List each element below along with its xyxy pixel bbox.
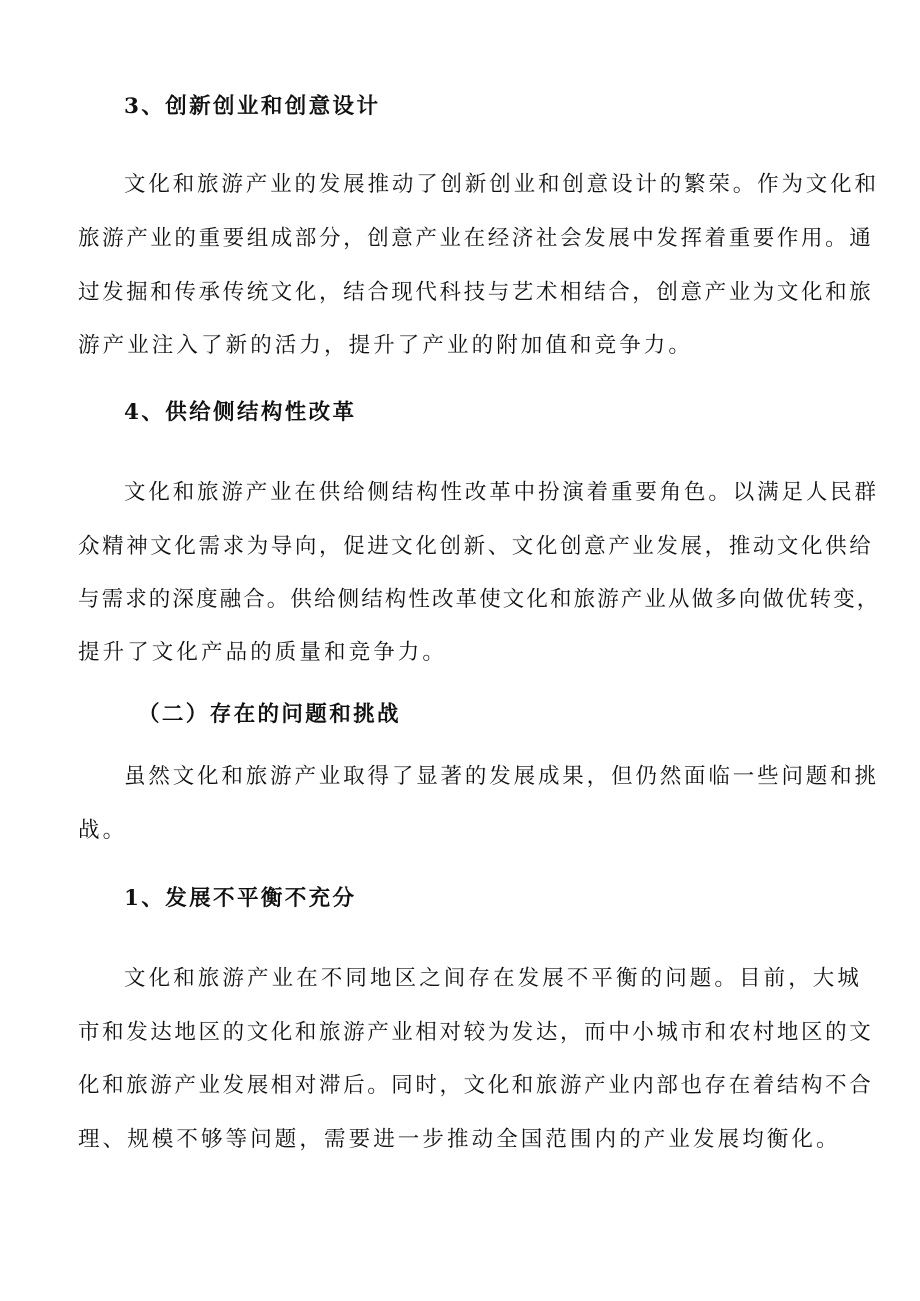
paragraph-line: 游产业注入了新的活力，提升了产业的附加值和竞争力。 <box>78 333 694 358</box>
paragraph-line: 文化和旅游产业的发展推动了创新创业和创意设计的繁荣。作为文化和 <box>124 172 879 197</box>
section-heading-imbalance: 1、发展不平衡不充分 <box>124 886 357 911</box>
paragraph-line: 文化和旅游产业在不同地区之间存在发展不平衡的问题。目前，大城 <box>124 966 863 991</box>
paragraph-line: 过发掘和传承传统文化，结合现代科技与艺术相结合，创意产业为文化和旅 <box>78 280 874 305</box>
paragraph-line: 文化和旅游产业在供给侧结构性改革中扮演着重要角色。以满足人民群 <box>124 480 879 505</box>
paragraph-line: 与需求的深度融合。供给侧结构性改革使文化和旅游产业从做多向做优转变， <box>78 587 881 612</box>
paragraph-line: 虽然文化和旅游产业取得了显著的发展成果，但仍然面临一些问题和挑 <box>124 764 879 789</box>
paragraph-line: 理、规模不够等问题，需要进一步推动全国范围内的产业发展均衡化。 <box>78 1127 841 1152</box>
paragraph-line: 提升了文化产品的质量和竞争力。 <box>78 640 448 665</box>
section-heading-innovation: 3、创新创业和创意设计 <box>124 94 381 119</box>
paragraph-line: 战。 <box>78 818 128 843</box>
paragraph-line: 旅游产业的重要组成部分，创意产业在经济社会发展中发挥着重要作用。通 <box>78 226 874 251</box>
paragraph-line: 市和发达地区的文化和旅游产业相对较为发达，而中小城市和农村地区的文 <box>78 1020 874 1045</box>
paragraph-line: 众精神文化需求为导向，促进文化创新、文化创意产业发展，推动文化供给 <box>78 534 874 559</box>
section-heading-problems-challenges: （二）存在的问题和挑战 <box>138 702 401 727</box>
section-heading-supply-side-reform: 4、供给侧结构性改革 <box>124 400 357 425</box>
paragraph-line: 化和旅游产业发展相对滞后。同时，文化和旅游产业内部也存在着结构不合 <box>78 1073 874 1098</box>
